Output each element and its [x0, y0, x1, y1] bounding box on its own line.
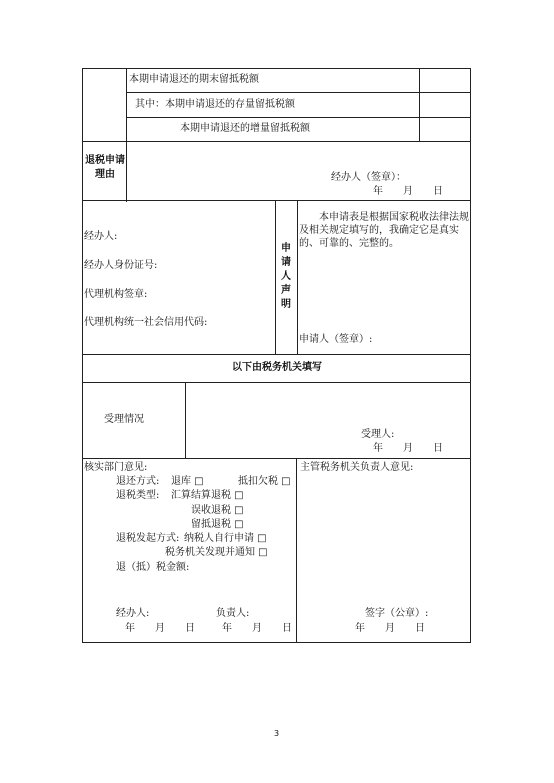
rule: [82, 458, 471, 459]
verification-title: 核实部门意见:: [84, 462, 148, 473]
refund-method-offset: 抵扣欠税 □: [238, 476, 291, 487]
verification-handler-date: 年 月 日: [125, 623, 195, 634]
agency-code-label: 代理机构统一社会信用代码:: [84, 317, 208, 328]
director-title: 主管税务机关负责人意见:: [300, 462, 414, 473]
rule: [82, 354, 471, 355]
refund-amount-label: 退（抵）税金额:: [116, 562, 190, 573]
acceptance-label: 受理情况: [104, 414, 144, 425]
refund-row-ending-credit: 本期申请退还的期末留抵税额: [129, 74, 259, 85]
rule: [82, 141, 471, 142]
rule: [126, 68, 127, 202]
rule: [82, 200, 471, 201]
verification-responsible: 负责人:: [216, 608, 250, 619]
refund-row-stock-credit: 其中：本期申请退还的存量留抵税额: [135, 99, 295, 110]
rule: [82, 68, 471, 69]
rule: [419, 68, 420, 141]
refund-type-overpaid: 误收退税 □: [191, 505, 244, 516]
refund-method-label: 退还方式:: [116, 476, 160, 487]
reason-handler-sign: 经办人（签章）：: [331, 172, 406, 183]
rule: [185, 382, 186, 458]
acceptance-date: 年 月 日: [373, 443, 443, 454]
agent-handler-id-label: 经办人身份证号:: [84, 260, 158, 271]
initiation-authority: 税务机关发现并通知 □: [165, 547, 268, 558]
rule: [82, 382, 471, 383]
rule: [470, 68, 471, 643]
initiation-label: 退税发起方式:: [116, 533, 180, 544]
verification-responsible-date: 年 月 日: [222, 623, 292, 634]
rule: [275, 200, 276, 354]
refund-type-settlement: 汇算结算退税 □: [171, 490, 244, 501]
reason-label-2: 理由: [95, 169, 115, 180]
director-signature: 签字（公章）:: [365, 608, 429, 619]
director-date: 年 月 日: [355, 623, 425, 634]
acceptor-label: 受理人:: [361, 429, 395, 440]
rule: [296, 458, 297, 642]
page-number: 3: [274, 729, 280, 738]
rule: [82, 68, 83, 643]
tax-section-title: 以下由税务机关填写: [232, 362, 322, 373]
refund-type-credit: 留抵退税 □: [191, 519, 244, 530]
reason-label: 退税申请: [85, 155, 125, 166]
rule: [297, 200, 298, 354]
verification-handler: 经办人:: [116, 608, 150, 619]
refund-row-incremental-credit: 本期申请退还的增量留抵税额: [180, 123, 310, 134]
refund-method-treasury: 退库 □: [171, 476, 204, 487]
agency-seal-label: 代理机构签章:: [84, 289, 148, 300]
refund-type-label: 退税类型:: [116, 490, 160, 501]
initiation-self: 纳税人自行申请 □: [184, 533, 267, 544]
declaration-label: 申请人声明: [281, 243, 291, 310]
reason-date: 年 月 日: [373, 186, 443, 197]
rule: [82, 642, 471, 643]
declaration-text: 本申请表是根据国家税收法律法规及相关规定填写的，我确定它是真实的、可靠的、完整的。: [299, 212, 469, 249]
applicant-sign: 申请人（签章）:: [299, 334, 373, 345]
agent-handler-label: 经办人:: [84, 231, 118, 242]
